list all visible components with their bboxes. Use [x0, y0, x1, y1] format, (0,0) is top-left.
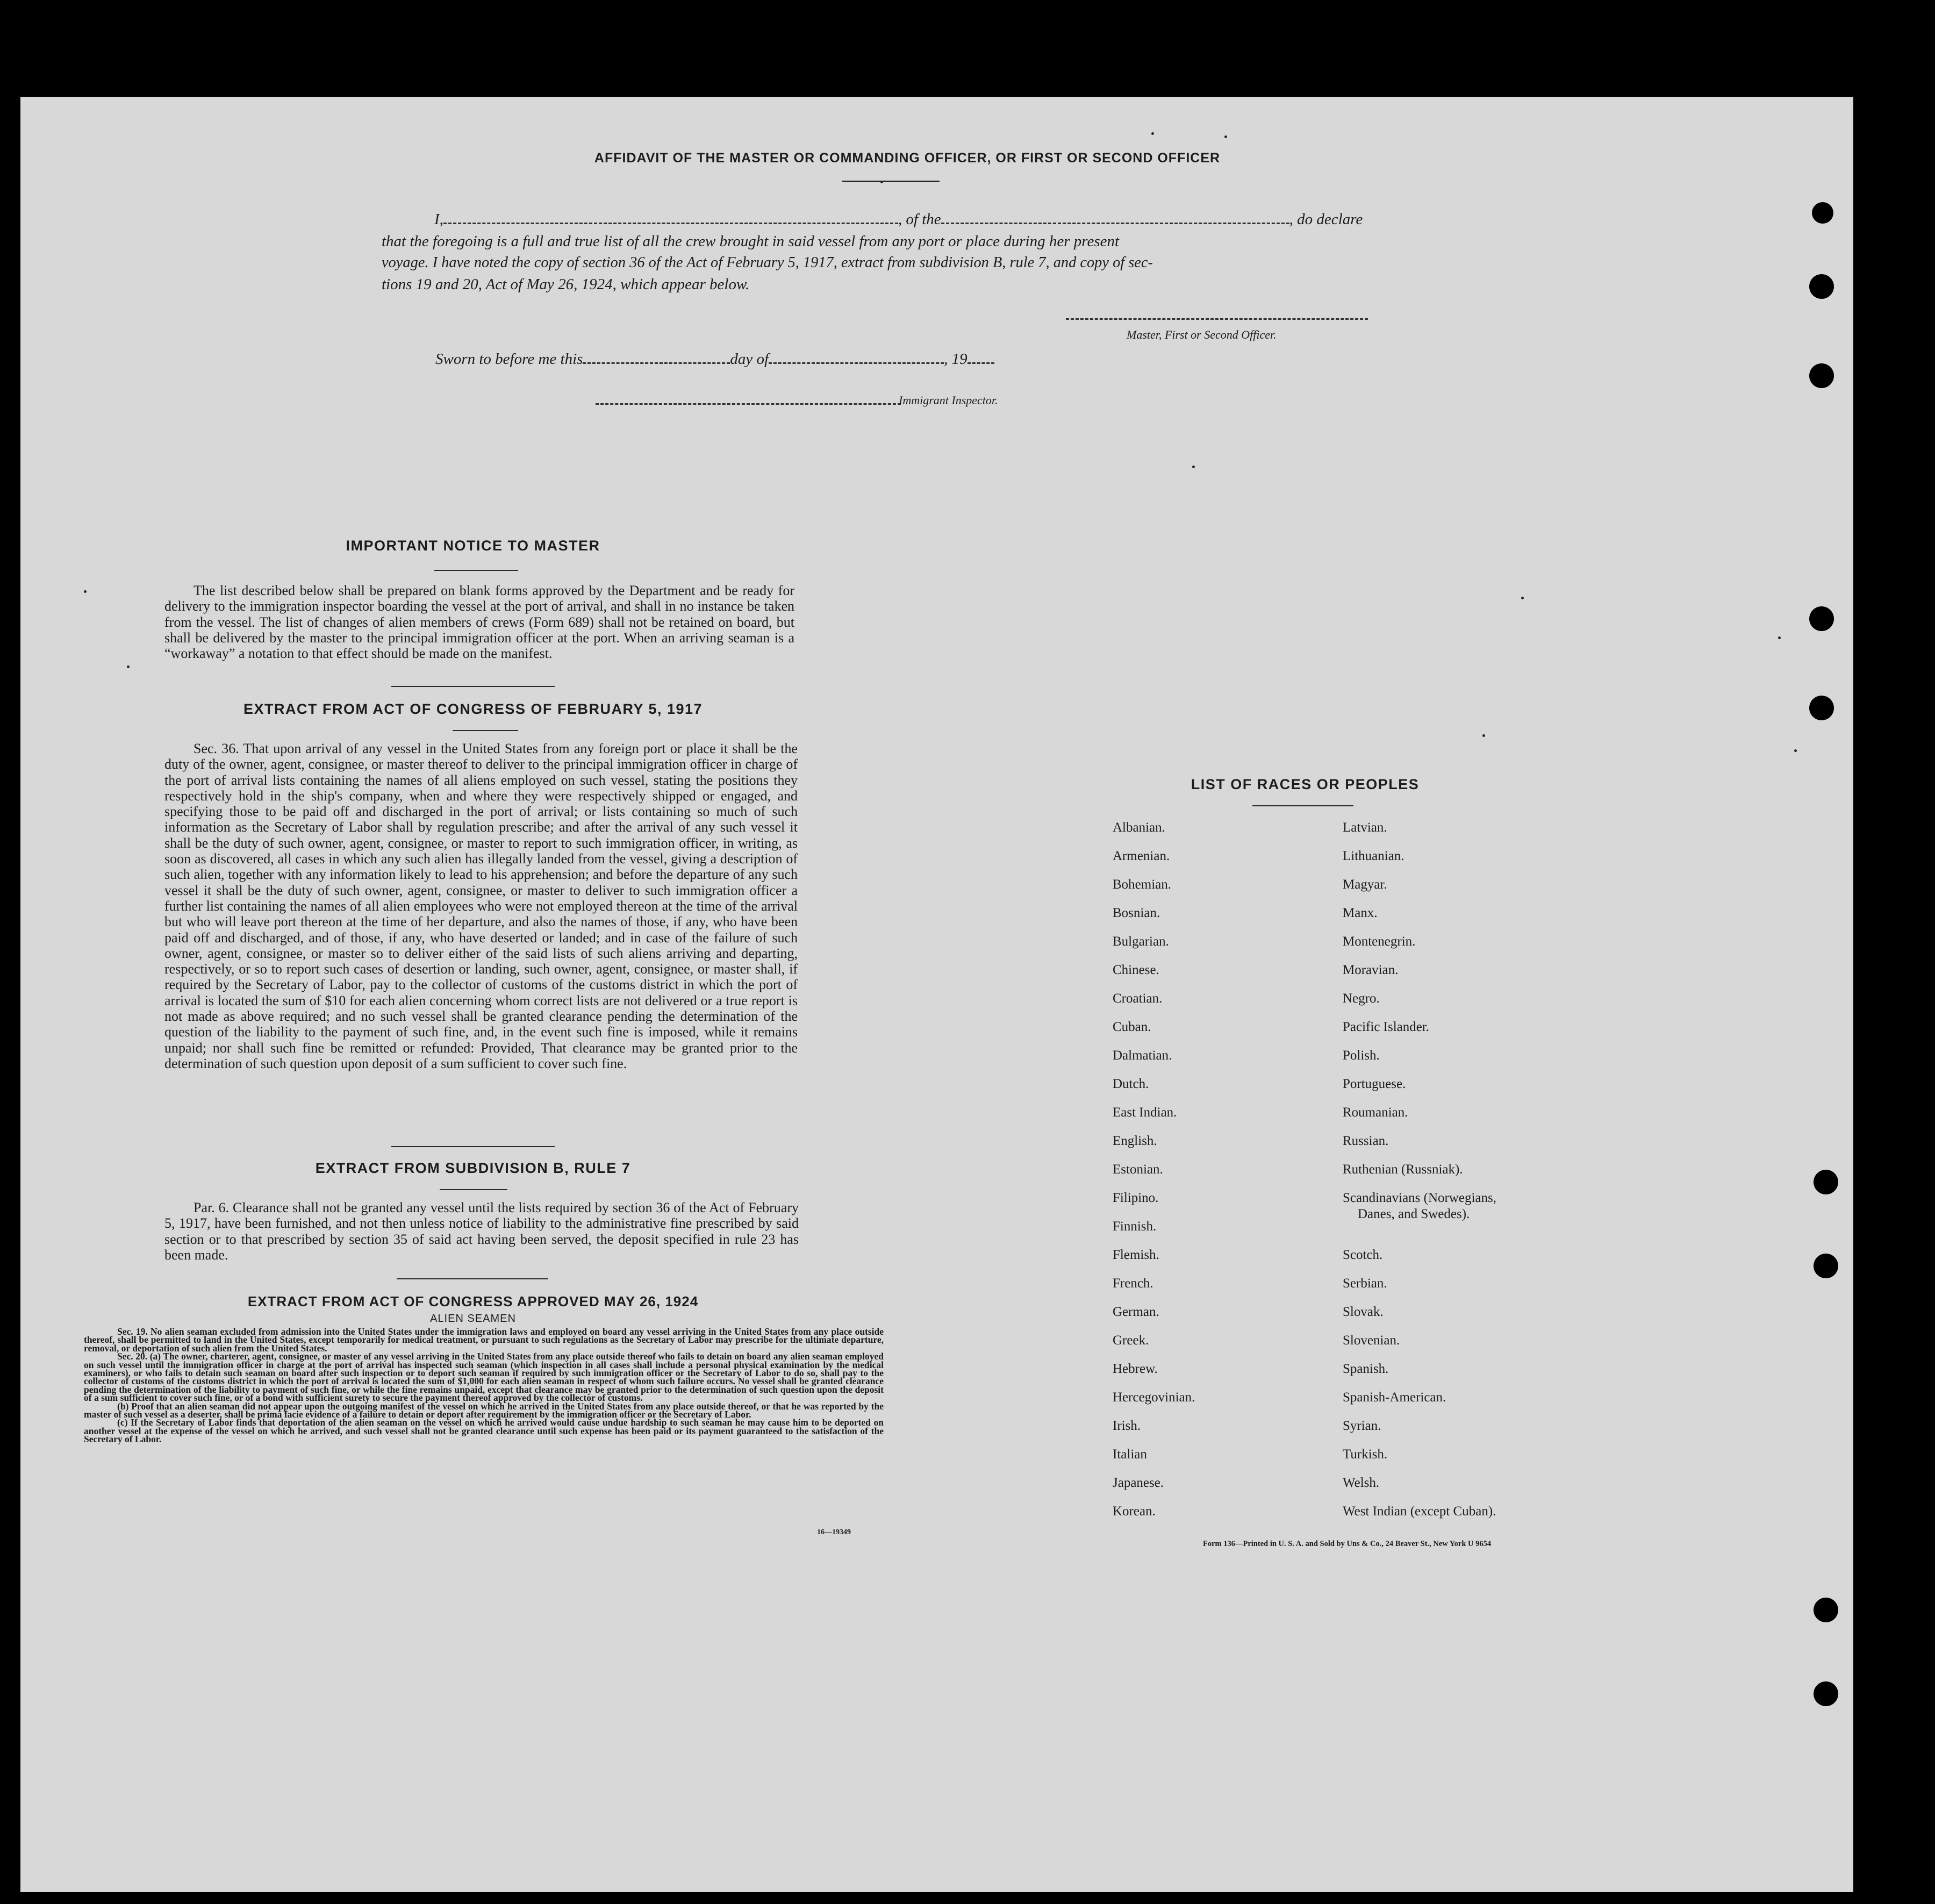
- race-item: Japanese.: [1113, 1476, 1164, 1490]
- scan-speck: [1521, 597, 1524, 599]
- divider: [391, 1146, 555, 1147]
- divider: [397, 1278, 548, 1279]
- race-item: Latvian.: [1343, 820, 1387, 835]
- divider: [391, 686, 555, 687]
- inspector-signature-line[interactable]: [596, 403, 901, 405]
- sworn-day-blank[interactable]: [583, 353, 730, 364]
- master-signature-label: Master, First or Second Officer.: [1127, 328, 1277, 341]
- race-item: Ruthenian (Russniak).: [1343, 1162, 1463, 1177]
- punch-hole: [1814, 1598, 1838, 1622]
- declaration-line-2: that the foregoing is a full and true list of all the crew brought in said vessel from any port or place during her present: [382, 233, 1120, 250]
- declare-of-the: , of the: [898, 211, 941, 228]
- sworn-year: , 19: [944, 350, 968, 368]
- race-item: Chinese.: [1113, 963, 1159, 977]
- punch-hole: [1809, 274, 1834, 299]
- sworn-year-blank[interactable]: [968, 353, 994, 364]
- sec-20a-text: Sec. 20. (a) The owner, charterer, agent, consignee, or master of any vessel arriving in the United States from any place outside thereof who fails to detain on board any alien seaman employed on such vessel until the immigration officer in charge at the port of arrival has inspected such seaman (which inspection in all cases shall include a personal physical examination by the medical examiners), or who fails to detain such seaman on board after such inspection or to deport such seaman if required by such immigration officer or the Secretary of Labor to do so, shall pay to the collector of customs of the customs district in which the port of arrival is located the sum of $1,000 for each alien seaman in respect of whom such failure occurs. No vessel shall be granted clearance pending the determination of the liability to payment of such fine, or while the fine remains unpaid, except that clearance may be granted prior to the determination of such question upon the deposit of a sum sufficient to cover such fine, or of a bond with sufficient surety to secure the payment thereof approved by the collector of customs.: [84, 1351, 884, 1404]
- race-item: Montenegrin.: [1343, 934, 1416, 949]
- extract-1917-title: EXTRACT FROM ACT OF CONGRESS OF FEBRUARY 5, 1917: [243, 701, 703, 717]
- printer-footer: Form 136—Printed in U. S. A. and Sold by Uns & Co., 24 Beaver St., New York U 9654: [1203, 1540, 1492, 1548]
- document-sheet: [20, 97, 1853, 1892]
- sec-19-text: Sec. 19. No alien seaman excluded from admission into the United States under the immigration laws and employed on board any vessel arriving in the United States from any place outside thereof, shall be permitted to land in the United States, except temporarily for medical treatment, or pursuant to such regulations as the Secretary of Labor may prescribe for the ultimate departure, removal, or deportation of such alien from the United States.: [84, 1326, 884, 1354]
- race-item: Magyar.: [1343, 877, 1387, 892]
- race-item: Hebrew.: [1113, 1362, 1158, 1376]
- race-item: Albanian.: [1113, 820, 1165, 835]
- vessel-name-blank[interactable]: [941, 213, 1289, 224]
- race-item: Spanish.: [1343, 1362, 1389, 1376]
- race-item: Hercegovinian.: [1113, 1390, 1195, 1405]
- race-item: Scandinavians (Norwegians,: [1343, 1191, 1497, 1205]
- race-item: Italian: [1113, 1447, 1147, 1462]
- extract-1924-title: EXTRACT FROM ACT OF CONGRESS APPROVED MAY 26, 1924: [247, 1293, 699, 1309]
- race-item: Lithuanian.: [1343, 849, 1404, 863]
- race-item: Dutch.: [1113, 1077, 1149, 1091]
- race-item: Slovenian.: [1343, 1333, 1400, 1348]
- race-item: Portuguese.: [1343, 1077, 1406, 1091]
- race-item: West Indian (except Cuban).: [1343, 1504, 1496, 1519]
- race-item: Dalmatian.: [1113, 1048, 1172, 1063]
- races-title: LIST OF RACES OR PEOPLES: [1191, 776, 1420, 792]
- race-item: Greek.: [1113, 1333, 1149, 1348]
- race-item: French.: [1113, 1276, 1153, 1291]
- race-item: Polish.: [1343, 1048, 1380, 1063]
- extract-1924-subtitle: ALIEN SEAMEN: [430, 1313, 516, 1325]
- scan-speck: [1794, 749, 1797, 752]
- race-item: German.: [1113, 1305, 1159, 1319]
- scan-speck: [127, 665, 130, 668]
- sworn-month-blank[interactable]: [769, 353, 944, 364]
- declare-do-declare: , do declare: [1289, 211, 1363, 228]
- scan-speck: [84, 590, 87, 593]
- race-item: Scotch.: [1343, 1248, 1383, 1262]
- scan-speck: [1151, 132, 1154, 135]
- extract-1917-text: Sec. 36. That upon arrival of any vessel in the United States from any foreign port or place it shall be the duty of the owner, agent, consignee, or master thereof to deliver to the principal immigration officer in charge of the port of arrival lists containing the names of all aliens employed on such vessel, stating the positions they respectively hold in the ship's company, when and where they were respectively shipped or engaged, and specifying those to be paid off and discharged in the port of arrival; or lists containing so much of such information as the Secretary of Labor shall by regulation prescribe; and after the arrival of any such vessel it shall be the duty of such owner, agent, consignee, or master to report to such immigration officer, in writing, as soon as discovered, all cases in which any such alien has illegally landed from the vessel, giving a description of such alien, together with any information likely to lead to his apprehension; and before the departure of any such vessel it shall be the duty of such owner, agent, consignee, or master to deliver to such immigration officer a further list containing the names of all alien employees who were not employed thereon at the time of the arrival but who will leave port thereon at the time of her departure, and also the names of those, if any, who have been paid off and discharged, and of those, if any, who have deserted or landed; and in case of the failure of such owner, agent, consignee, or master so to deliver either of the said lists of such aliens arriving and departing, respectively, or so to report such cases of desertion or landing, such owner, agent, consignee, or master shall, if required by the Secretary of Labor, pay to the collector of customs of the customs district in which the port of arrival is located the sum of $10 for each alien concerning whom correct lists are not delivered or a true report is not made as above required; and no such vessel shall be granted clearance pending the determination of the question of the liability to the payment of such fine, and, in the event such fine is imposed, while it remains unpaid; nor shall such fine be remitted or refunded: Provided, That clearance may be granted prior to the determination of such question upon deposit of a sum sufficient to cover such fine.: [164, 741, 798, 1071]
- race-item: Moravian.: [1343, 963, 1399, 977]
- race-item: Irish.: [1113, 1419, 1141, 1433]
- master-signature-line[interactable]: [1066, 318, 1368, 320]
- punch-hole: [1809, 363, 1834, 388]
- sworn-line: [435, 350, 994, 368]
- scan-speck: [1482, 734, 1485, 737]
- declaration-line-3: voyage. I have noted the copy of section 36 of the Act of February 5, 1917, extract from subdivision B, rule 7, and copy of sec-: [382, 254, 1153, 271]
- punch-hole: [1812, 202, 1833, 224]
- sec-20c-text: (c) If the Secretary of Labor finds that deportation of the alien seaman on the vessel on which he arrived would cause undue hardship to such seaman he may cause him to be deported on another vessel at the expense of the vessel on which he arrived, and such vessel shall not be granted clearance until such expense has been paid or its payment guaranteed to the satisfaction of the Secretary of Labor.: [84, 1417, 884, 1445]
- punch-hole: [1814, 1170, 1838, 1194]
- race-item: Filipino.: [1113, 1191, 1159, 1205]
- race-item: Spanish-American.: [1343, 1390, 1446, 1405]
- race-item: Croatian.: [1113, 991, 1163, 1006]
- divider: [453, 730, 518, 731]
- master-name-blank[interactable]: [443, 213, 898, 224]
- scan-speck: [880, 181, 883, 183]
- race-item: Estonian.: [1113, 1162, 1163, 1177]
- race-item: Welsh.: [1343, 1476, 1380, 1490]
- race-item: Slovak.: [1343, 1305, 1384, 1319]
- punch-hole: [1814, 1254, 1838, 1278]
- declaration-line-4: tions 19 and 20, Act of May 26, 1924, which appear below.: [382, 276, 750, 293]
- race-item: Serbian.: [1343, 1276, 1387, 1291]
- race-item: Danes, and Swedes).: [1358, 1207, 1470, 1221]
- race-item: Russian.: [1343, 1134, 1389, 1148]
- race-item: Bulgarian.: [1113, 934, 1169, 949]
- race-item: Korean.: [1113, 1504, 1156, 1519]
- scan-speck: [1192, 466, 1195, 468]
- sworn-prefix: Sworn to before me this: [435, 350, 583, 368]
- affidavit-title: AFFIDAVIT OF THE MASTER OR COMMANDING OFFICER, OR FIRST OR SECOND OFFICER: [594, 151, 1221, 166]
- race-item: Turkish.: [1343, 1447, 1388, 1462]
- race-item: Manx.: [1343, 906, 1378, 920]
- race-item: Finnish.: [1113, 1219, 1157, 1234]
- divider: [434, 570, 518, 571]
- race-item: Roumanian.: [1343, 1105, 1408, 1120]
- extract-1924-text: [84, 1328, 884, 1444]
- extract-rule7-title: EXTRACT FROM SUBDIVISION B, RULE 7: [315, 1160, 631, 1176]
- punch-hole: [1809, 696, 1834, 720]
- race-item: Cuban.: [1113, 1020, 1151, 1034]
- race-item: Negro.: [1343, 991, 1380, 1006]
- declare-i: I,: [434, 211, 443, 228]
- notice-text: The list described below shall be prepared on blank forms approved by the Department and be ready for delivery to the immigration inspector boarding the vessel at the port of arrival, and shall in no instance be taken from the vessel. The list of changes of alien members of crews (Form 689) shall not be retained on board, but shall be delivered by the master to the principal immigration officer at the port. When an arriving seaman is a “workaway” a notation to that effect should be made on the manifest.: [164, 583, 794, 662]
- scan-speck: [1778, 636, 1781, 639]
- punch-hole: [1814, 1681, 1838, 1706]
- sec-20b-text: (b) Proof that an alien seaman did not appear upon the outgoing manifest of the vessel on which he arrived in the United States from any place outside thereof, or that he was reported by the master of such vessel as a deserter, shall be prima facie evidence of a failure to detain or deport after requirement by the immigration officer or the Secretary of Labor.: [84, 1400, 884, 1420]
- divider: [440, 1189, 507, 1190]
- page-code: 16—19349: [817, 1528, 851, 1536]
- notice-title: IMPORTANT NOTICE TO MASTER: [346, 538, 600, 554]
- race-item: Syrian.: [1343, 1419, 1381, 1433]
- race-item: Armenian.: [1113, 849, 1170, 863]
- scan-speck: [1224, 135, 1227, 138]
- race-item: Pacific Islander.: [1343, 1020, 1430, 1034]
- divider: [842, 181, 940, 182]
- race-item: Flemish.: [1113, 1248, 1159, 1262]
- punch-hole: [1809, 606, 1834, 631]
- extract-rule7-text: Par. 6. Clearance shall not be granted any vessel until the lists required by section 36 of the Act of February 5, 1917, have been furnished, and not then unless notice of liability to the administrative fine prescribed by said section or to that prescribed by section 35 of said act having been served, the deposit specified in rule 23 has been made.: [164, 1200, 799, 1263]
- race-item: Bosnian.: [1113, 906, 1160, 920]
- race-item: Bohemian.: [1113, 877, 1172, 892]
- declaration-first-line: [434, 211, 1363, 228]
- inspector-label: Immigrant Inspector.: [899, 393, 998, 407]
- race-item: East Indian.: [1113, 1105, 1177, 1120]
- sworn-day-of: day of: [730, 350, 769, 368]
- race-item: English.: [1113, 1134, 1157, 1148]
- divider: [1252, 805, 1353, 806]
